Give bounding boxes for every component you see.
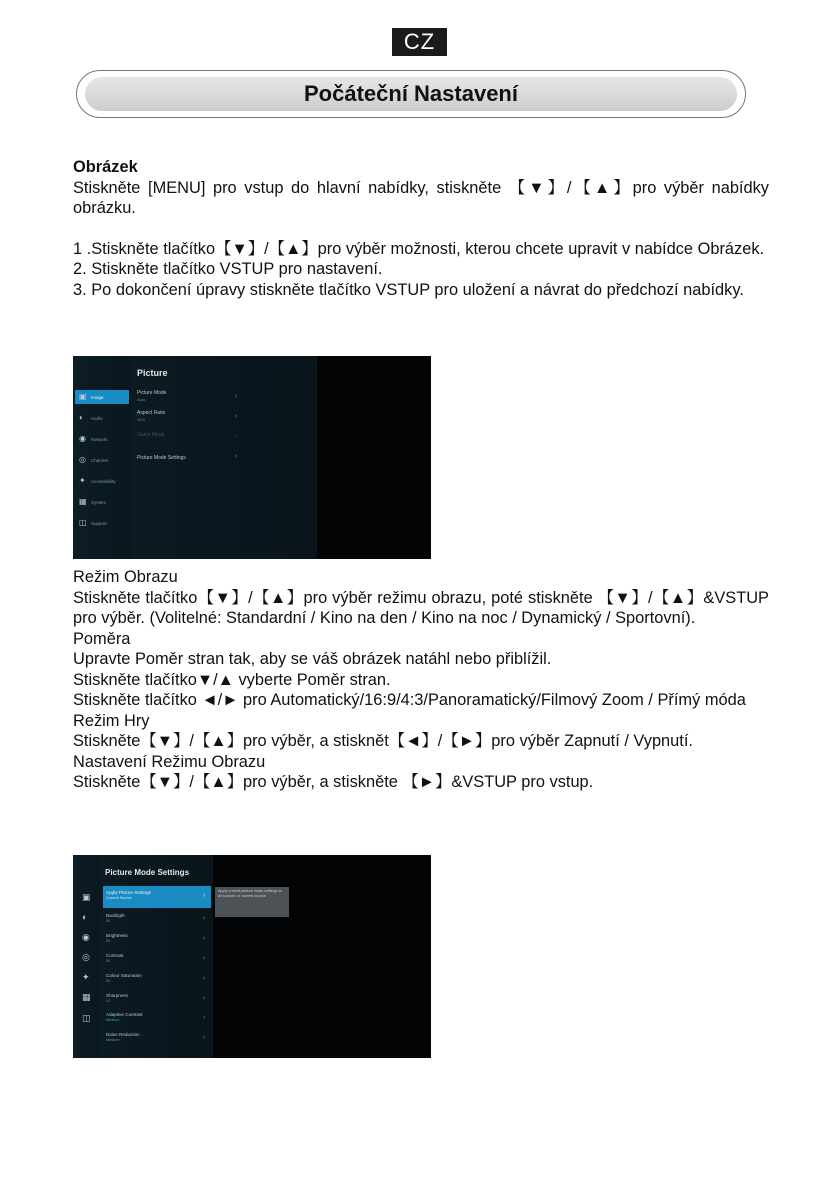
tv-menu-item: Contrast 50: [106, 953, 124, 963]
tv-sidebar-item: ▦ System: [79, 497, 107, 506]
picture-mode-settings-text: Stiskněte【▼】/【▲】pro výběr, a stiskněte 【►】&VSTUP pro vstup.: [73, 773, 594, 791]
chevron-right-icon: ›: [203, 955, 206, 962]
picture-mode-text: Stiskněte tlačítko【▼】/【▲】pro výběr režimu obrazu, poté stiskněte 【▼】/【▲】&VSTUP pro výběr. (Volitelné: Standardní / Kino na den / Kino na noc / Dynamický / Sportovní).: [73, 588, 769, 627]
chevron-right-icon: ›: [235, 413, 238, 420]
picture-icon: ▣: [79, 392, 87, 401]
aspect-ratio-text-1: Upravte Poměr stran tak, aby se váš obrázek natáhl nebo přiblížil.: [73, 650, 552, 668]
picture-icon: ▣: [82, 892, 91, 902]
support-icon: ◫: [82, 1013, 91, 1023]
picture-mode-heading: Režim Obrazu: [73, 568, 178, 586]
picture-menu-screenshot: [73, 356, 431, 559]
tv-menu-item: Backlight 50: [106, 913, 125, 923]
chevron-right-icon: ›: [203, 995, 206, 1002]
aspect-ratio-text-2: Stiskněte tlačítko▼/▲ vyberte Poměr stran.: [73, 670, 391, 689]
audio-icon: ◐: [79, 413, 84, 422]
channel-icon: ◎: [82, 952, 90, 962]
tv-menu-item: Sharpness 10: [106, 993, 128, 1003]
tv-sidebar-item: ◐ Audio: [79, 413, 103, 422]
title-banner: [76, 70, 746, 118]
tv-menu-item: Adaptive Contrast Medium: [106, 1012, 143, 1022]
aspect-ratio-text-3: Stiskněte tlačítko ◄/► pro Automatický/16:9/4:3/Panoramatický/Filmový Zoom / Přímý móda: [73, 691, 746, 709]
audio-icon: ◐: [82, 912, 88, 922]
intro-section: [73, 157, 769, 300]
chevron-right-icon: ›: [203, 1014, 206, 1021]
picture-mode-settings-heading: Nastavení Režimu Obrazu: [73, 752, 266, 771]
settings-description: [73, 567, 769, 793]
picture-mode-settings-screenshot: [73, 855, 431, 1058]
accessibility-icon: ✦: [79, 476, 86, 485]
chevron-right-icon: ›: [235, 453, 238, 460]
accessibility-icon: ✦: [82, 972, 90, 982]
game-mode-text: Stiskněte【▼】/【▲】pro výběr, a stisknět【◄】/【►】pro výběr Zapnutí / Vypnutí.: [73, 732, 693, 750]
tv-menu-item: Picture Mode Settings: [137, 455, 186, 461]
step-1: 1 .Stiskněte tlačítko【▼】/【▲】pro výběr možnosti, kterou chcete upravit v nabídce Obrázek.: [73, 239, 765, 258]
chevron-right-icon: ›: [235, 393, 238, 400]
tv-menu-item: Brightness 50: [106, 933, 128, 943]
tv-sidebar-item: ▣ Image: [75, 390, 129, 404]
chevron-right-icon: ›: [235, 433, 238, 440]
aspect-ratio-heading: Poměra: [73, 629, 131, 648]
tv-panel-title: Picture: [137, 368, 168, 378]
intro-paragraph: Stiskněte [MENU] pro vstup do hlavní nabídky, stiskněte 【▼】/【▲】pro výběr nabídky obrázku.: [73, 178, 769, 217]
system-icon: ▦: [82, 992, 91, 1002]
language-badge: CZ: [392, 28, 447, 56]
tv-menu-item: Apply Picture Settings Current Source: [106, 890, 151, 900]
chevron-right-icon: ›: [203, 915, 206, 922]
chevron-right-icon: ›: [203, 1034, 206, 1041]
tv-sidebar-item: ◎ Channel: [79, 455, 108, 464]
tv-sidebar-item: ◉ Network: [79, 434, 108, 443]
page-title: Počáteční Nastavení: [85, 77, 737, 111]
chevron-right-icon: ›: [203, 935, 206, 942]
tv-sidebar-item: ✦ Accessibility: [79, 476, 116, 485]
section-heading-picture: Obrázek: [73, 158, 138, 176]
network-icon: ◉: [82, 932, 90, 942]
network-icon: ◉: [79, 434, 86, 443]
tv-panel-title: Picture Mode Settings: [105, 868, 190, 877]
game-mode-heading: Režim Hry: [73, 711, 150, 730]
tv-menu-item: Picture Mode Auto: [137, 390, 167, 402]
tv-menu-item: Aspect Ratio 16:9: [137, 410, 166, 422]
support-icon: ◫: [79, 518, 87, 527]
channel-icon: ◎: [79, 455, 86, 464]
tv-tooltip: Apply current picture mode settings to all sources or current source: [215, 887, 289, 917]
tv-menu-item: Colour Saturation 50: [106, 973, 142, 983]
chevron-right-icon: ›: [203, 975, 206, 982]
step-3: 3. Po dokončení úpravy stiskněte tlačítko VSTUP pro uložení a návrat do předchozí nabídky.: [73, 280, 744, 299]
tv-menu-item: Noise Reduction Medium: [106, 1032, 140, 1042]
tv-sidebar-item: ◫ Support: [79, 518, 107, 527]
chevron-right-icon: ›: [203, 892, 206, 899]
system-icon: ▦: [79, 497, 87, 506]
step-2: 2. Stiskněte tlačítko VSTUP pro nastavení.: [73, 260, 383, 278]
tv-menu-item: Game Mode: [137, 432, 165, 438]
